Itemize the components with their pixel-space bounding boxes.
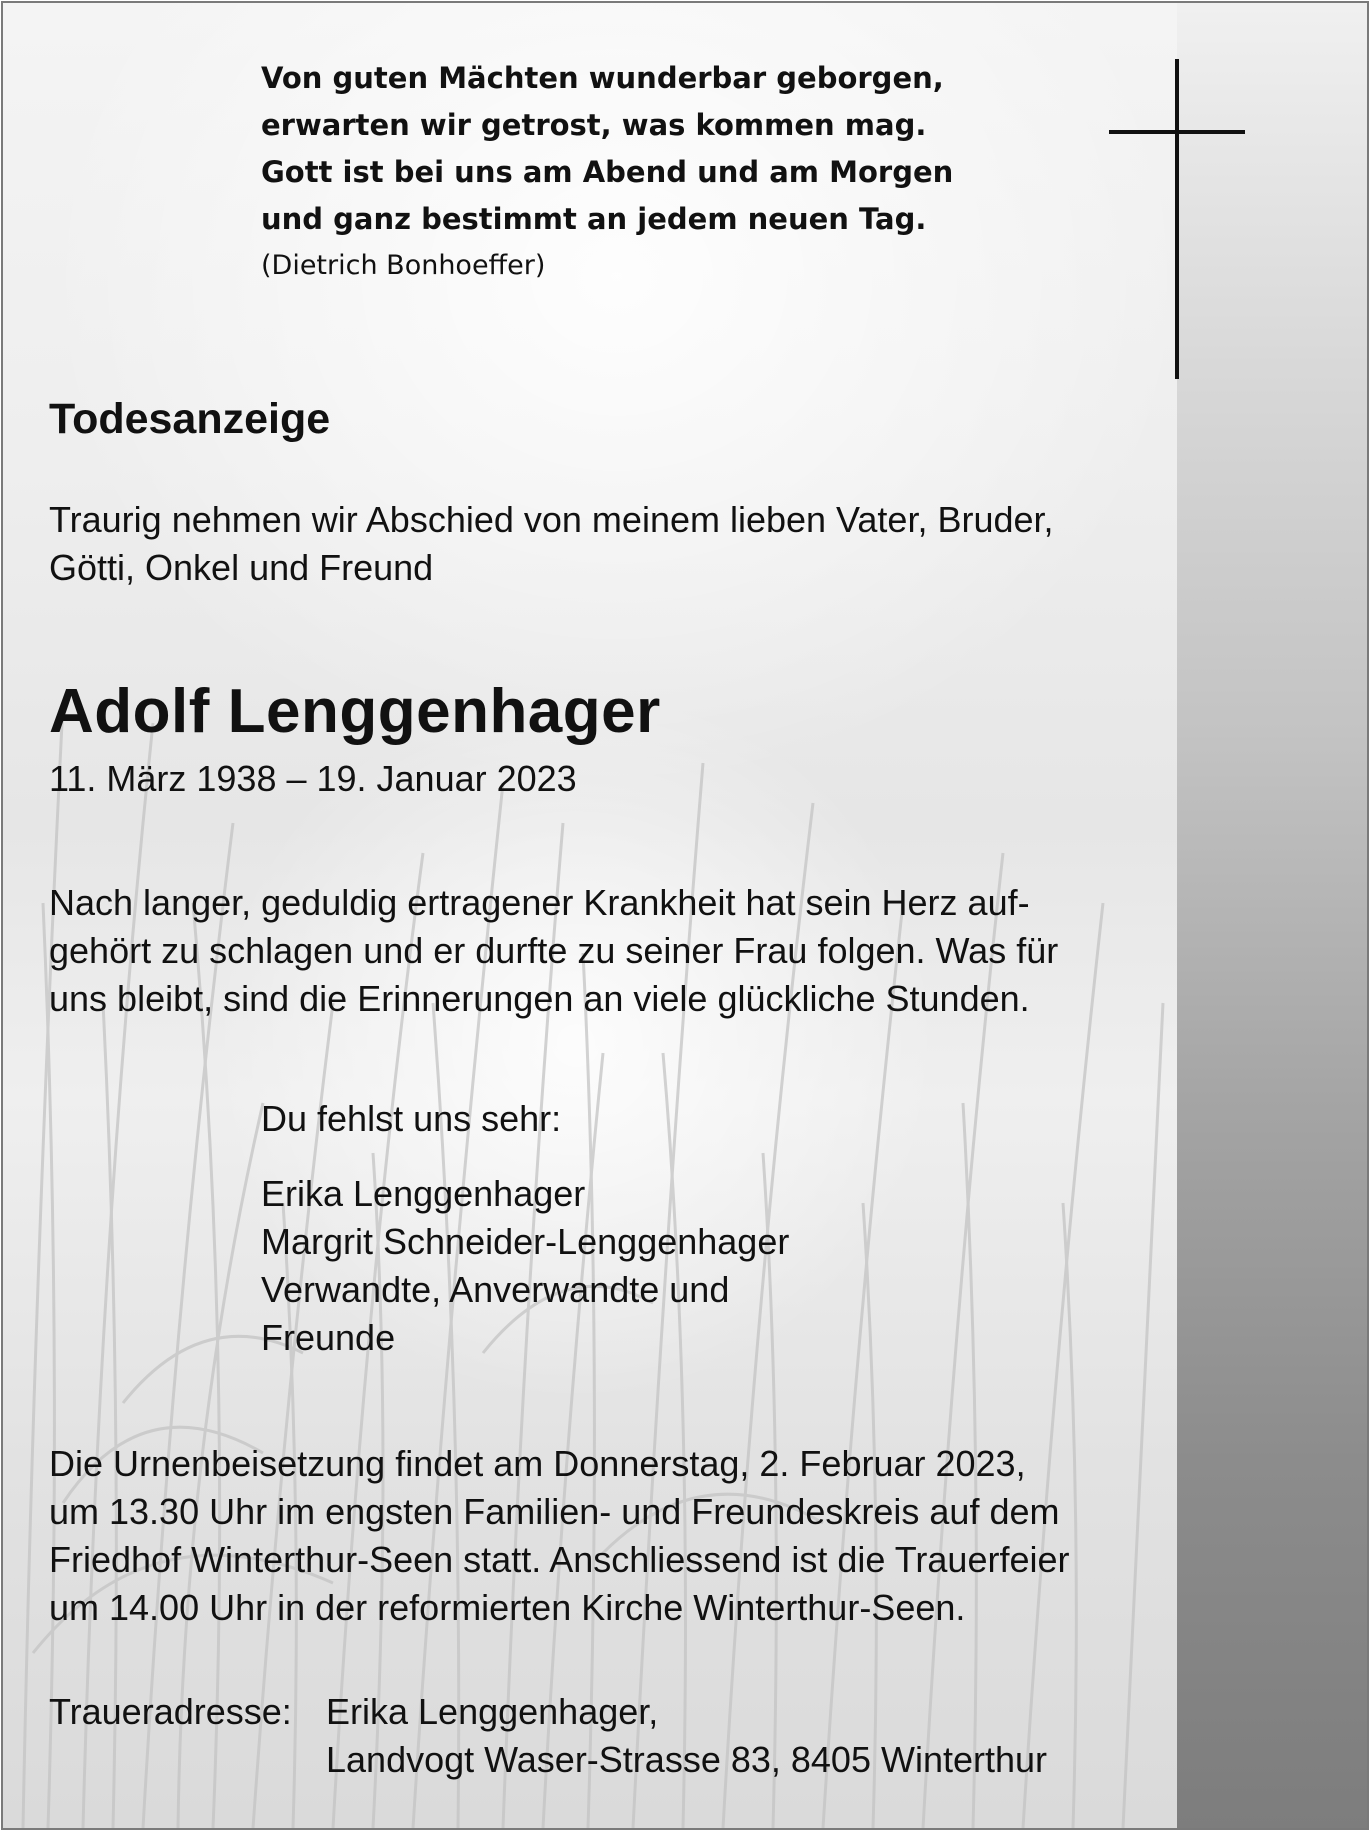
cross-horizontal-bar bbox=[1109, 130, 1245, 134]
quote-line: Von guten Mächten wunderbar geborgen, bbox=[261, 61, 944, 95]
miss-heading: Du fehlst uns sehr: bbox=[261, 1098, 562, 1139]
paragraph-line: uns bleibt, sind die Erinnerungen an viele glückliche Stunden. bbox=[49, 978, 1030, 1019]
address-name: Erika Lenggenhager, bbox=[326, 1691, 659, 1732]
mourner-item: Verwandte, Anverwandte und bbox=[261, 1269, 730, 1310]
mourner-item: Margrit Schneider-Lenggenhager bbox=[261, 1221, 790, 1262]
intro-text bbox=[49, 496, 1054, 592]
intro-line: Götti, Onkel und Freund bbox=[49, 547, 434, 588]
paragraph-line: gehört zu schlagen und er durfte zu seiner Frau folgen. Was für bbox=[49, 930, 1059, 971]
deceased-name: Adolf Lenggenhager bbox=[49, 677, 661, 746]
funeral-details bbox=[49, 1440, 1069, 1632]
funeral-line: Die Urnenbeisetzung findet am Donnerstag, 2. Februar 2023, bbox=[49, 1443, 1026, 1484]
paragraph-line: Nach langer, geduldig ertragener Krankheit hat sein Herz auf- bbox=[49, 882, 1030, 923]
life-dates: 11. März 1938 – 19. Januar 2023 bbox=[49, 758, 577, 799]
death-notice-page bbox=[1, 1, 1369, 1830]
notice-title: Todesanzeige bbox=[49, 395, 331, 443]
quote-line: erwarten wir getrost, was kommen mag. bbox=[261, 108, 927, 142]
funeral-line: um 14.00 Uhr in der reformierten Kirche Winterthur-Seen. bbox=[49, 1587, 966, 1628]
funeral-line: um 13.30 Uhr im engsten Familien- und Freundeskreis auf dem bbox=[49, 1491, 1060, 1532]
bonhoeffer-quote bbox=[261, 55, 953, 243]
quote-line: Gott ist bei uns am Abend und am Morgen bbox=[261, 155, 954, 189]
address-street: Landvogt Waser-Strasse 83, 8405 Winterthur bbox=[326, 1739, 1048, 1780]
gradient-side-band bbox=[1177, 3, 1369, 1828]
mourners-list bbox=[261, 1170, 789, 1362]
quote-author: (Dietrich Bonhoeffer) bbox=[261, 250, 546, 281]
quote-line: und ganz bestimmt an jedem neuen Tag. bbox=[261, 202, 927, 236]
mourner-item: Freunde bbox=[261, 1317, 396, 1358]
farewell-paragraph bbox=[49, 879, 1058, 1023]
intro-line: Traurig nehmen wir Abschied von meinem lieben Vater, Bruder, bbox=[49, 499, 1054, 540]
funeral-line: Friedhof Winterthur-Seen statt. Anschliessend ist die Trauerfeier bbox=[49, 1539, 1070, 1580]
mourner-item: Erika Lenggenhager bbox=[261, 1173, 586, 1214]
cross-vertical-bar bbox=[1175, 59, 1179, 379]
address-label: Traueradresse: bbox=[49, 1691, 292, 1732]
